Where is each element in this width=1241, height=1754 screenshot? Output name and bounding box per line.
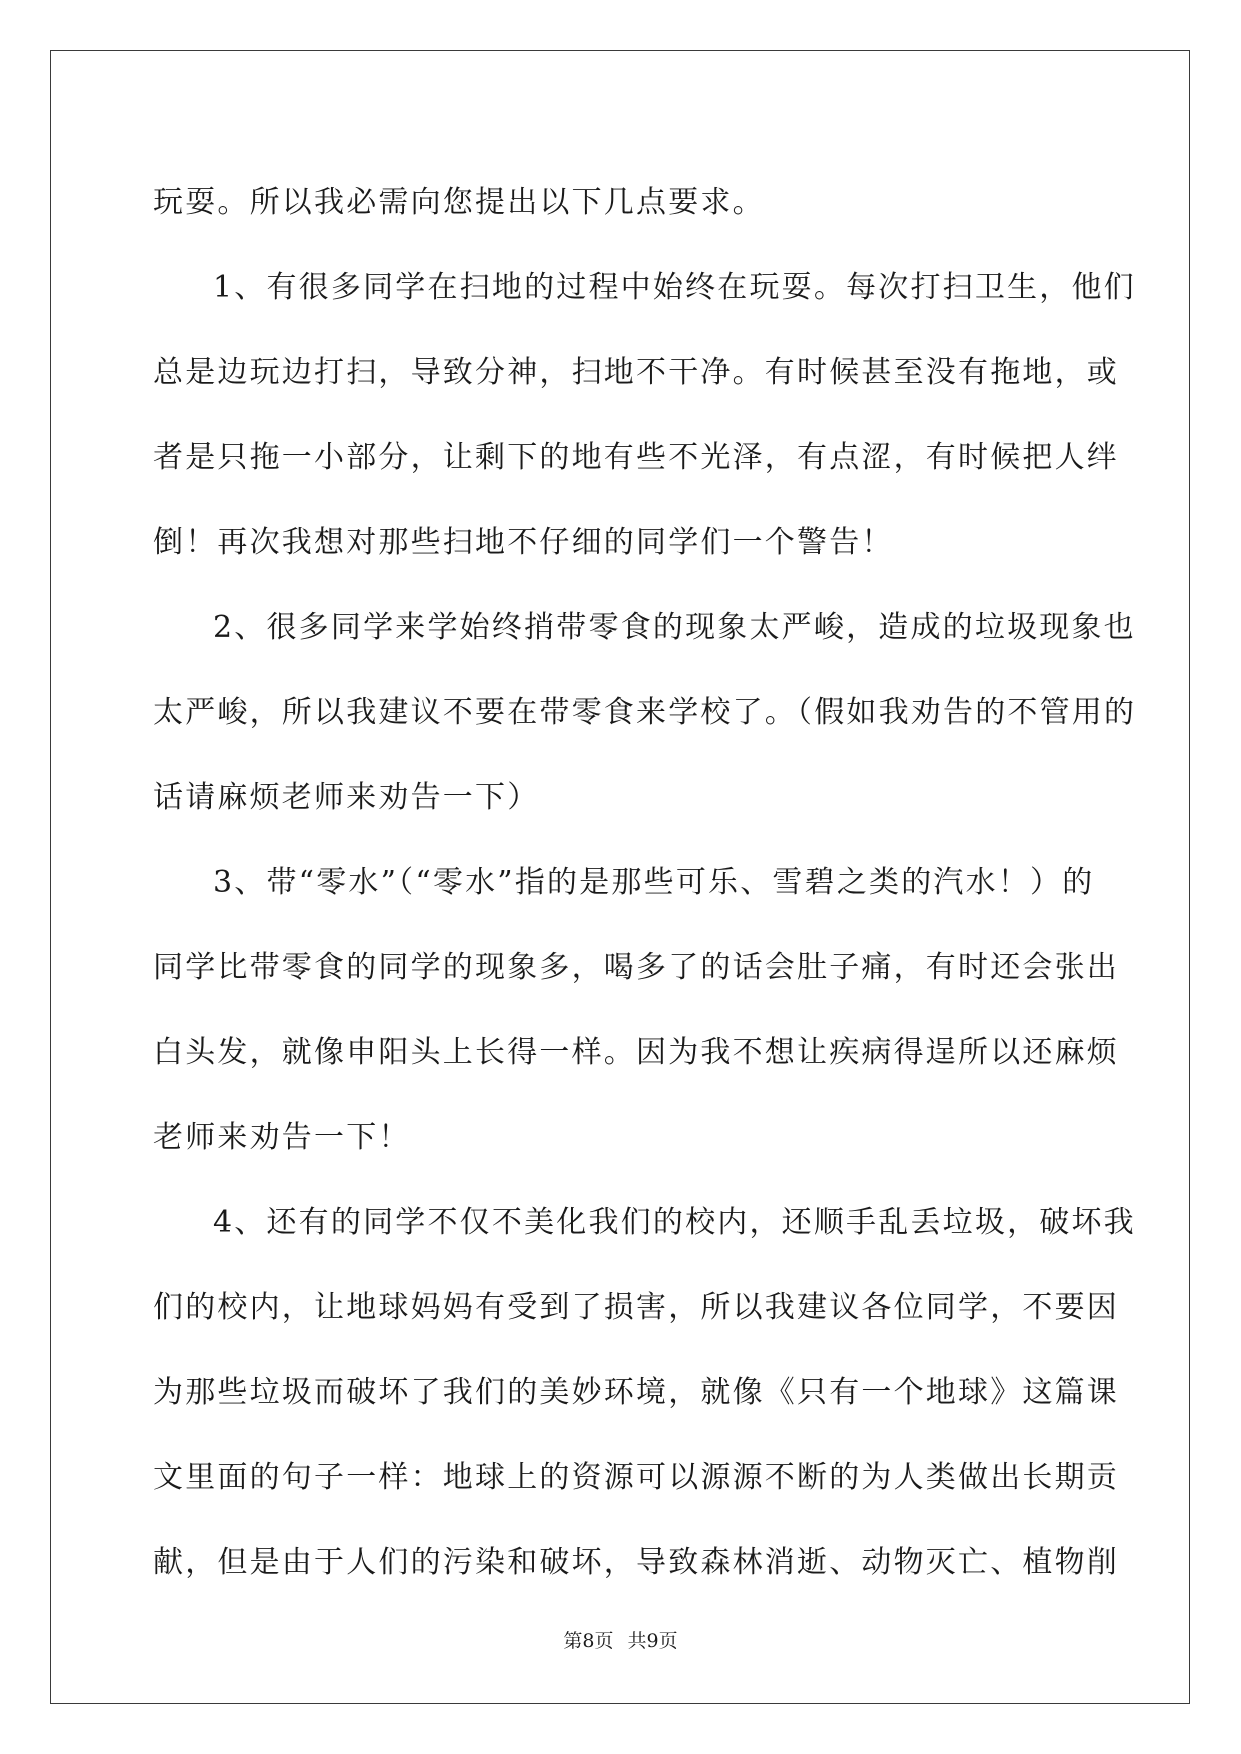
paragraph-2-line: 2、很多同学来学始终捎带零食的现象太严峻，造成的垃圾现象也 — [213, 610, 1136, 645]
text-line: 为那些垃圾而破坏了我们的美妙环境，就像《只有一个地球》这篇课 — [153, 1375, 1119, 1410]
text-line: 老师来劝告一下！ — [153, 1120, 411, 1155]
text-line: 话请麻烦老师来劝告一下） — [153, 780, 540, 815]
text-line: 们的校内，让地球妈妈有受到了损害，所以我建议各位同学，不要因 — [153, 1290, 1119, 1325]
text-line: 文里面的句子一样：地球上的资源可以源源不断的为人类做出长期贡 — [153, 1460, 1119, 1495]
text-line: 者是只拖一小部分，让剩下的地有些不光泽，有点涩，有时候把人绊 — [153, 440, 1119, 475]
text-line: 总是边玩边打扫，导致分神，扫地不干净。有时候甚至没有拖地，或 — [153, 355, 1119, 390]
text-line: 同学比带零食的同学的现象多，喝多了的话会肚子痛，有时还会张出 — [153, 950, 1119, 985]
document-body — [153, 160, 1137, 1605]
paragraph-1-line: 1、有很多同学在扫地的过程中始终在玩耍。每次打扫卫生，他们 — [213, 270, 1136, 305]
page-current: 第8页 — [563, 1630, 614, 1652]
page-total: 共9页 — [627, 1630, 678, 1652]
text-line: 太严峻，所以我建议不要在带零食来学校了。（假如我劝告的不管用的 — [153, 695, 1137, 730]
text-line: 献，但是由于人们的污染和破坏，导致森林消逝、动物灭亡、植物削 — [153, 1545, 1119, 1580]
paragraph-3-line: 3、带“零水”（“零水”指的是那些可乐、雪碧之类的汽水！）的 — [213, 865, 1095, 900]
page-footer — [0, 1626, 1241, 1653]
paragraph-4-line: 4、还有的同学不仅不美化我们的校内，还顺手乱丢垃圾，破坏我 — [213, 1205, 1136, 1240]
text-line: 白头发，就像申阳头上长得一样。因为我不想让疾病得逞所以还麻烦 — [153, 1035, 1119, 1070]
text-line: 玩耍。所以我必需向您提出以下几点要求。 — [153, 185, 765, 220]
text-line: 倒！再次我想对那些扫地不仔细的同学们一个警告！ — [153, 525, 894, 560]
